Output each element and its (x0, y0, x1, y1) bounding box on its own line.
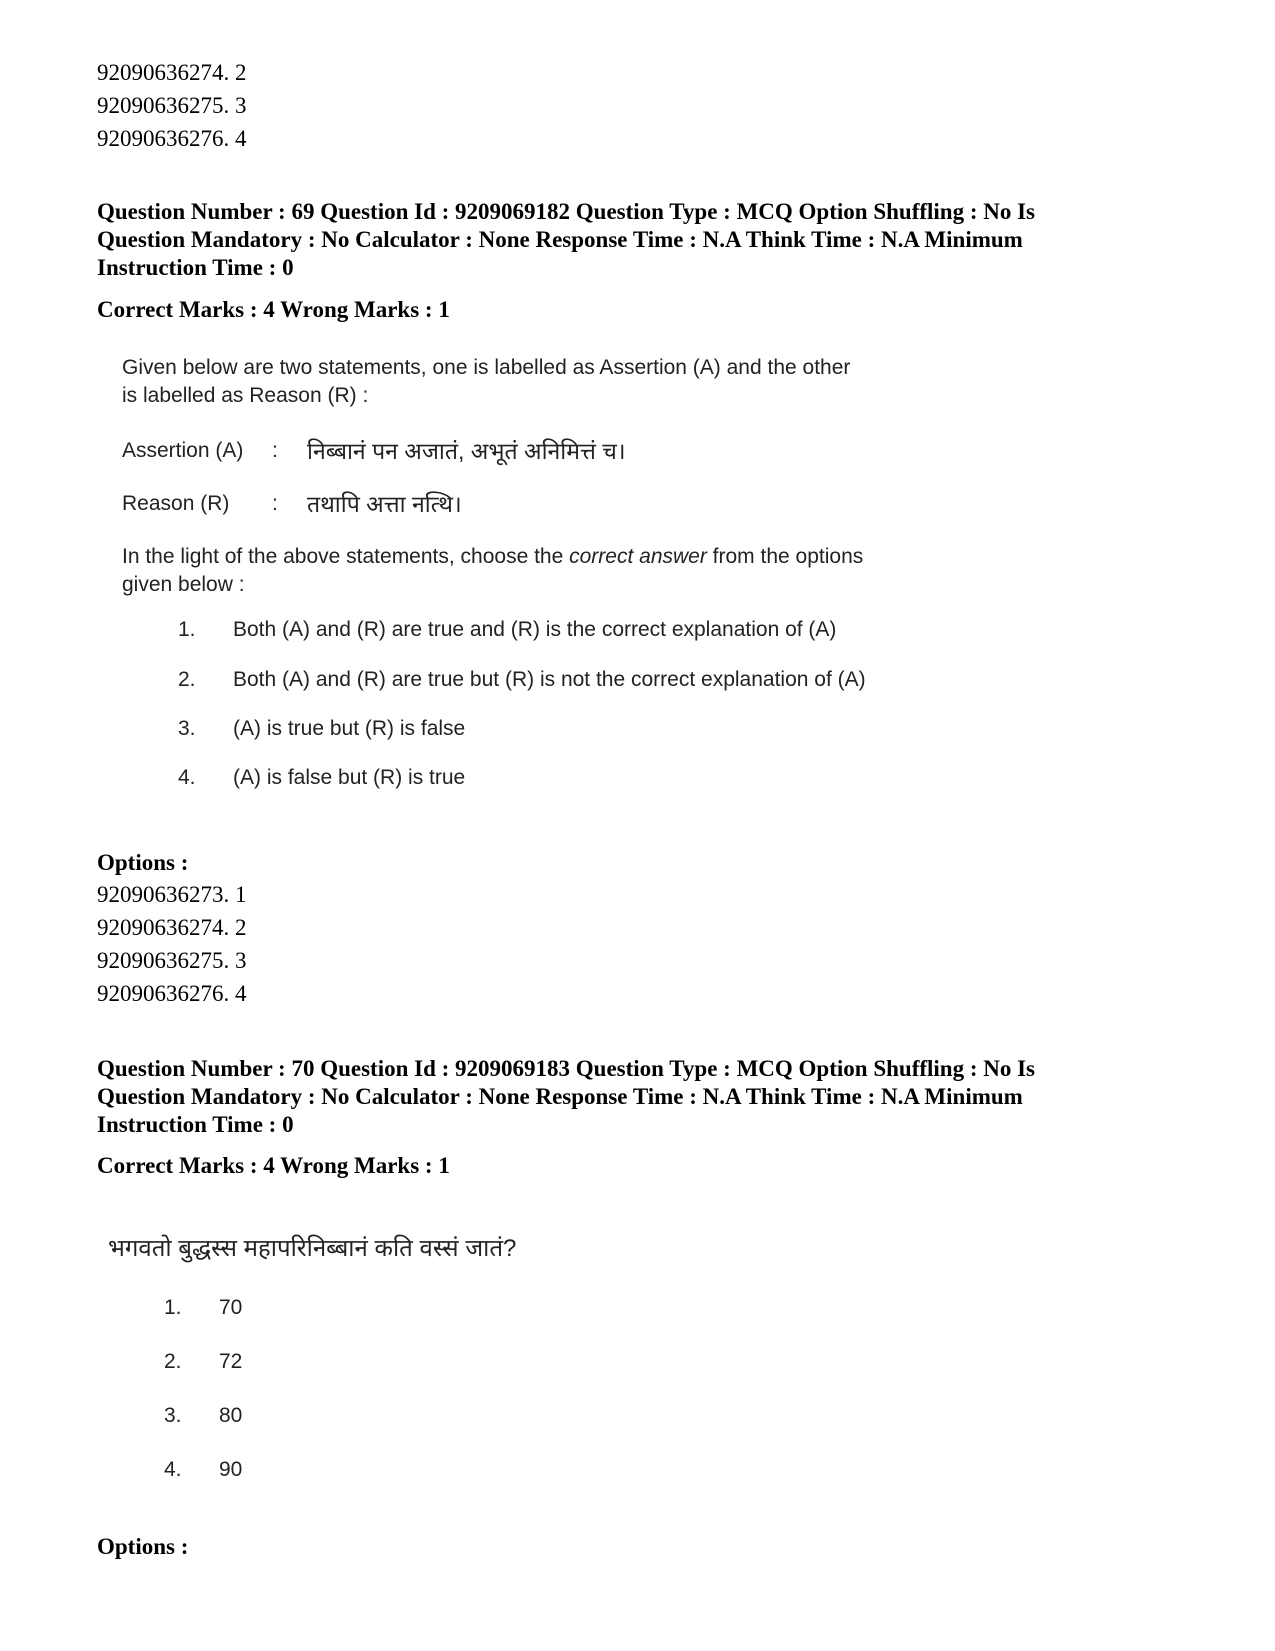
q69-meta-line: Question Number : 69 Question Id : 9209069182 Question Type : MCQ Option Shuffling : No Is (97, 199, 1036, 224)
q70-options-label: Options : (97, 1534, 189, 1559)
q69-intro-line: Given below are two statements, one is labelled as Assertion (A) and the other (122, 356, 851, 379)
q70-question: भगवतो बुद्धस्स महापरिनिब्बानं कति वस्सं जातं? (108, 1235, 517, 1262)
top-options-list (97, 56, 247, 155)
q69-assertion (122, 436, 626, 466)
q70-meta-line: Question Number : 70 Question Id : 9209069183 Question Type : MCQ Option Shuffling : No Is (97, 1056, 1036, 1081)
q69-meta-line: Question Mandatory : No Calculator : None Response Time : N.A Think Time : N.A Minimum (97, 227, 1023, 252)
choice-number: 3. (164, 1404, 182, 1427)
choice-text: 80 (219, 1404, 243, 1427)
choice-number: 4. (164, 1458, 182, 1481)
choice-row (178, 763, 866, 812)
q69-instruction-line: given below : (122, 573, 245, 596)
q70-choices (164, 1293, 242, 1509)
choice-row (164, 1455, 242, 1509)
choice-number: 2. (178, 668, 196, 691)
option-line: 92090636275. 3 (97, 948, 247, 973)
choice-row (164, 1293, 242, 1347)
q70-meta-line: Question Mandatory : No Calculator : None Response Time : N.A Think Time : N.A Minimum (97, 1084, 1023, 1109)
q70-meta-line: Instruction Time : 0 (97, 1112, 294, 1137)
q69-intro (122, 354, 850, 410)
q69-choices (178, 615, 866, 812)
option-line: 92090636275. 3 (97, 93, 247, 118)
choice-number: 4. (178, 766, 196, 789)
option-line: 92090636274. 2 (97, 60, 247, 85)
q69-intro-line: is labelled as Reason (R) : (122, 384, 369, 407)
assertion-label: Assertion (A) (122, 439, 244, 462)
q69-meta (97, 198, 1035, 282)
q69-meta-line: Instruction Time : 0 (97, 255, 294, 280)
option-line: 92090636276. 4 (97, 126, 247, 151)
option-line: 92090636274. 2 (97, 915, 247, 940)
choice-text: Both (A) and (R) are true and (R) is the correct explanation of (A) (233, 618, 837, 641)
choice-number: 3. (178, 717, 196, 740)
choice-text: 70 (219, 1296, 243, 1319)
q69-reason (122, 489, 462, 519)
choice-number: 1. (164, 1296, 182, 1319)
assertion-colon: : (272, 439, 278, 462)
choice-text: (A) is false but (R) is true (233, 766, 466, 789)
reason-text: तथापि अत्ता नत्थि। (307, 491, 462, 517)
choice-row (164, 1347, 242, 1401)
q69-marks: Correct Marks : 4 Wrong Marks : 1 (97, 297, 450, 322)
q70-meta (97, 1055, 1035, 1139)
q69-options-list (97, 878, 247, 1010)
choice-row (164, 1401, 242, 1455)
reason-colon: : (272, 492, 278, 515)
reason-label: Reason (R) (122, 492, 230, 515)
option-line: 92090636273. 1 (97, 882, 247, 907)
choice-row (178, 714, 866, 763)
option-line: 92090636276. 4 (97, 981, 247, 1006)
q70-marks: Correct Marks : 4 Wrong Marks : 1 (97, 1153, 450, 1178)
q69-instruction-line: In the light of the above statements, choose the correct answer from the options (122, 545, 864, 568)
choice-number: 1. (178, 618, 196, 641)
choice-number: 2. (164, 1350, 182, 1373)
choice-text: (A) is true but (R) is false (233, 717, 466, 740)
q69-instruction (122, 543, 863, 599)
q69-options-label: Options : (97, 850, 189, 875)
choice-text: 90 (219, 1458, 243, 1481)
choice-text: 72 (219, 1350, 243, 1373)
choice-text: Both (A) and (R) are true but (R) is not the correct explanation of (A) (233, 668, 866, 691)
assertion-text: निब्बानं पन अजातं, अभूतं अनिमित्तं च। (307, 438, 626, 464)
choice-row (178, 665, 866, 714)
choice-row (178, 615, 866, 665)
emphasis-text: correct answer (569, 545, 707, 568)
